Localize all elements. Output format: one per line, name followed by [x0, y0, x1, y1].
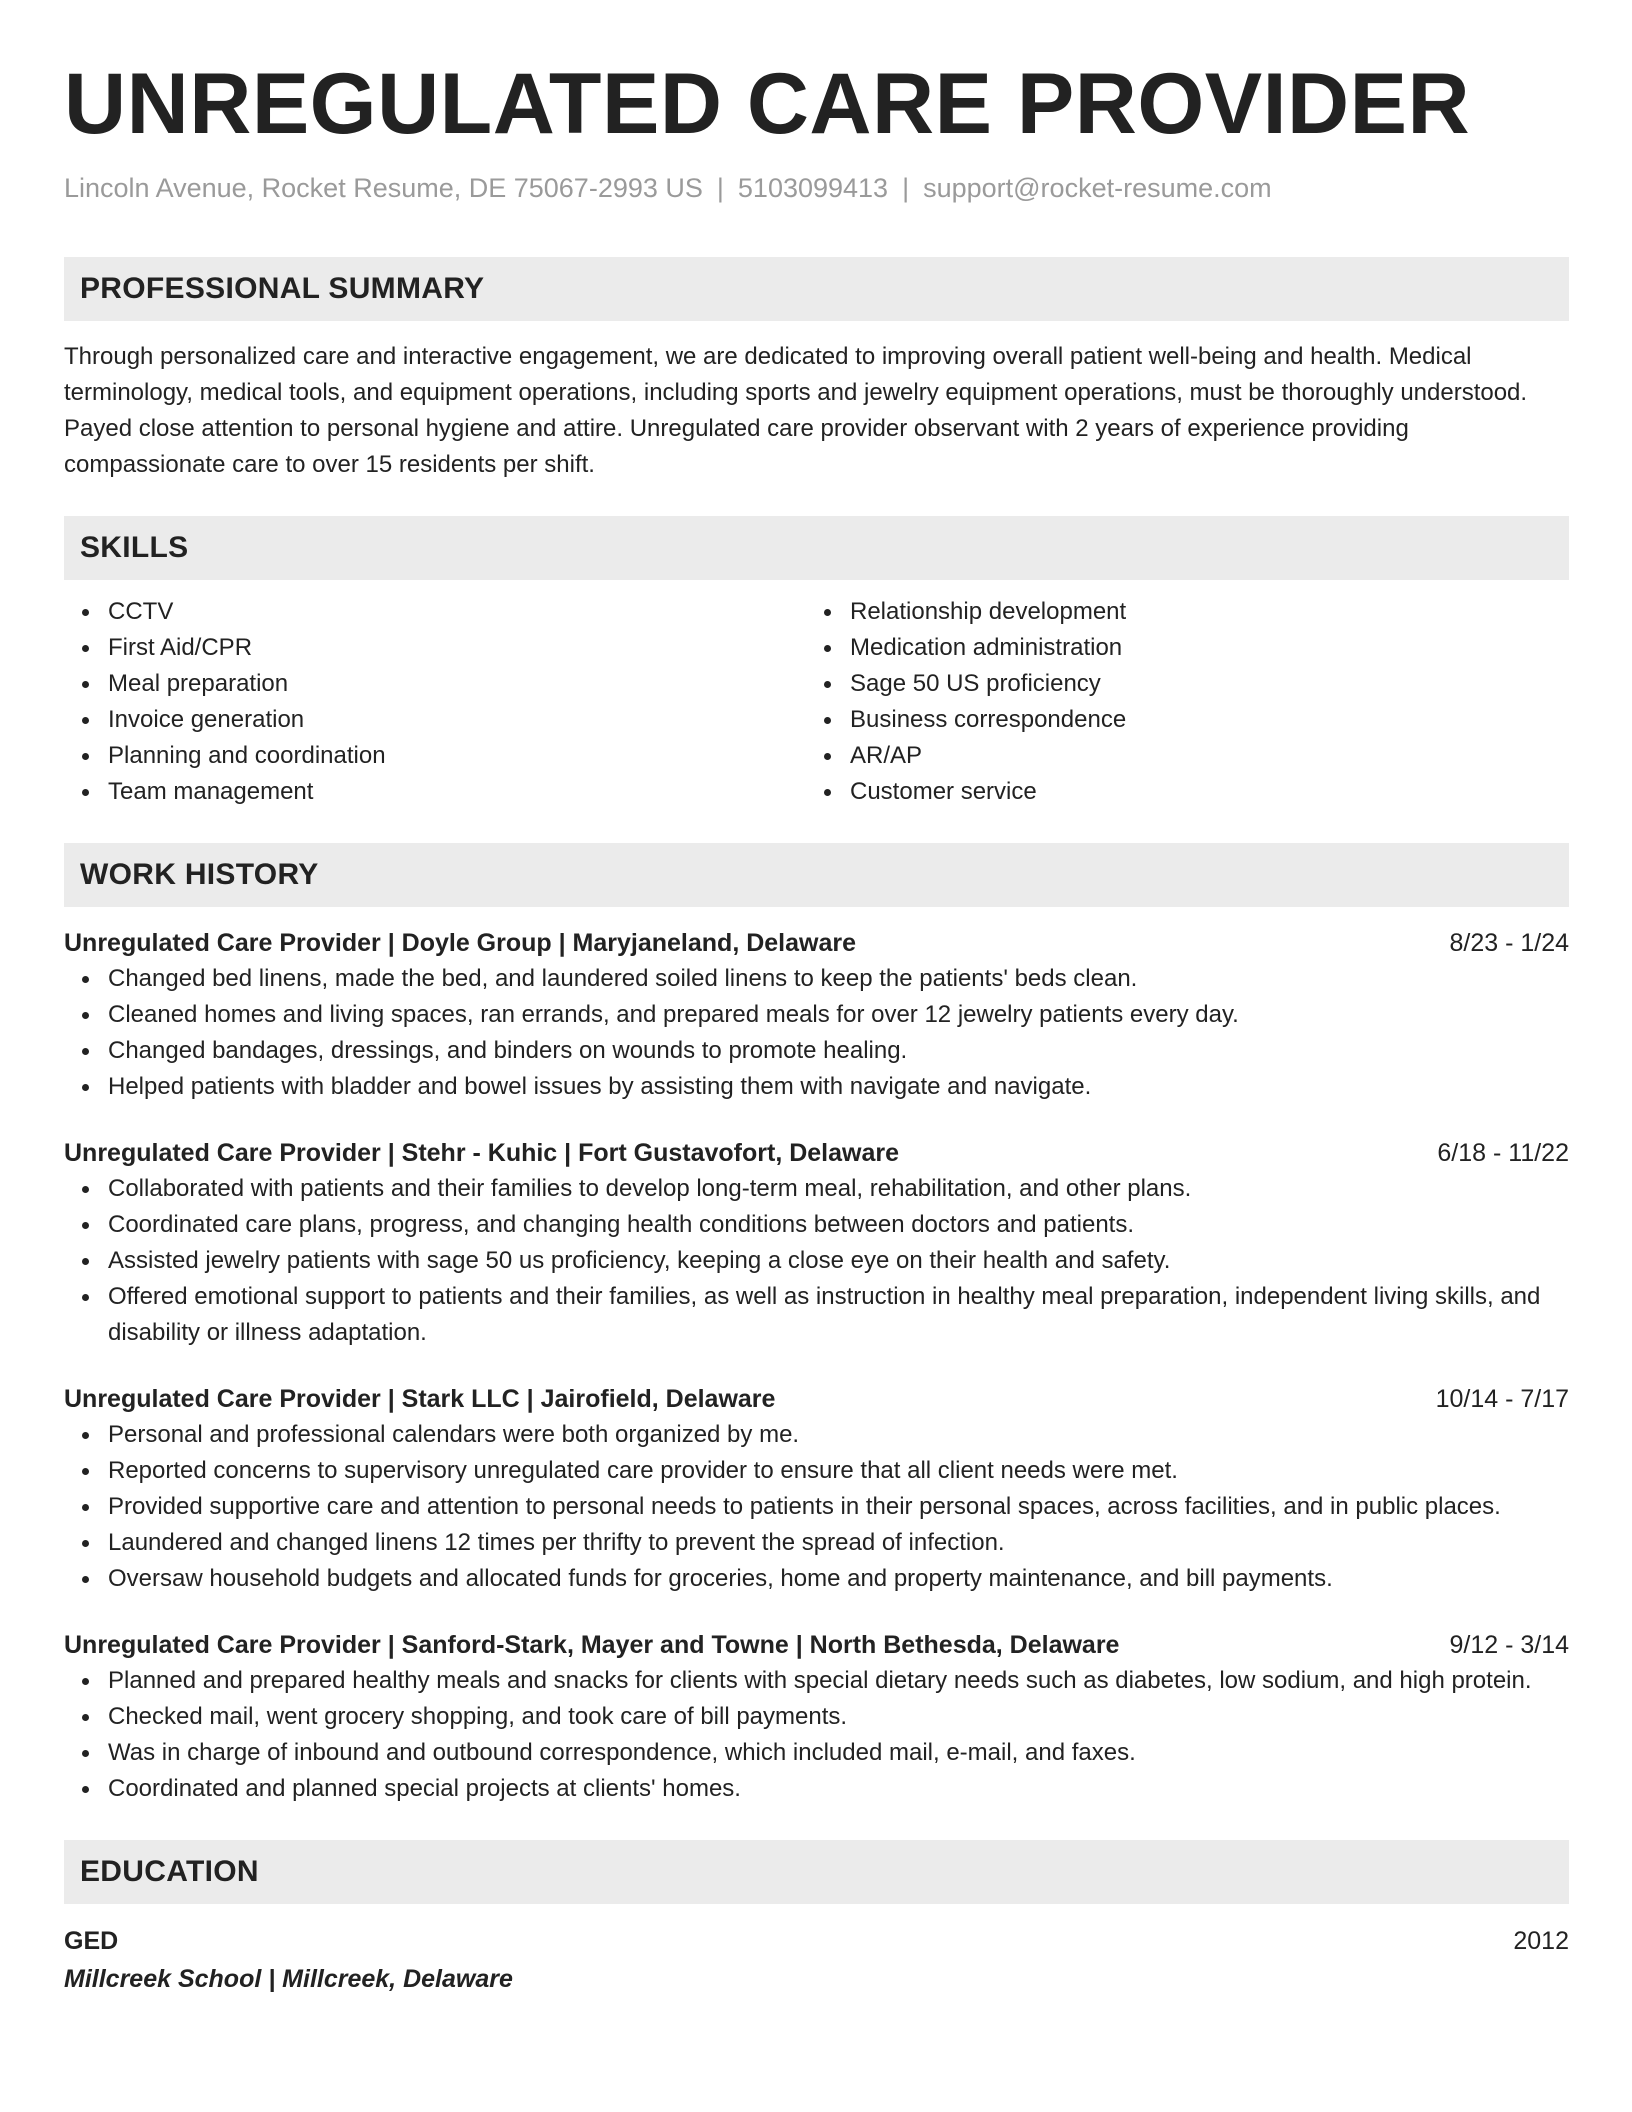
job-dates: 10/14 - 7/17	[1435, 1385, 1569, 1413]
job-bullet: Was in charge of inbound and outbound correspondence, which included mail, e-mail, and faxes.	[108, 1735, 1569, 1771]
skill-item: Invoice generation	[108, 702, 806, 738]
contact-line	[64, 170, 1569, 206]
job-bullet: Cleaned homes and living spaces, ran errands, and prepared meals for over 12 jewelry patients every day.	[108, 997, 1569, 1033]
summary-text: Through personalized care and interactive engagement, we are dedicated to improving overall patient well-being and health. Medical terminology, medical tools, and equipment operations, including sports and jewelry equipment operations, must be thoroughly understood. Payed close attention to personal hygiene and attire. Unregulated care provider observant with 2 years of experience providing compassionate care to over 15 residents per shift.	[64, 343, 1528, 478]
job-bullet: Planned and prepared healthy meals and snacks for clients with special dietary needs such as diabetes, low sodium, and high protein.	[108, 1663, 1569, 1699]
job-bullet: Oversaw household budgets and allocated funds for groceries, home and property maintenance, and bill payments.	[108, 1561, 1569, 1597]
job-title: Unregulated Care Provider | Sanford-Stark, Mayer and Towne | North Bethesda, Delaware	[64, 1631, 1120, 1659]
contact-separator: |	[716, 173, 724, 203]
job-entry	[64, 1135, 1569, 1351]
job-bullet: Coordinated care plans, progress, and changing health conditions between doctors and patients.	[108, 1207, 1569, 1243]
job-bullet: Assisted jewelry patients with sage 50 us proficiency, keeping a close eye on their health and safety.	[108, 1243, 1569, 1279]
job-title: Unregulated Care Provider | Doyle Group | Maryjaneland, Delaware	[64, 929, 857, 957]
job-bullet: Laundered and changed linens 12 times per thrifty to prevent the spread of infection.	[108, 1525, 1569, 1561]
skill-item: Medication administration	[850, 630, 1548, 666]
skill-item: Sage 50 US proficiency	[850, 666, 1548, 702]
skill-item: Team management	[108, 774, 806, 810]
section-heading-work-history: WORK HISTORY	[64, 843, 1569, 907]
job-bullet: Personal and professional calendars were both organized by me.	[108, 1417, 1569, 1453]
skill-item: First Aid/CPR	[108, 630, 806, 666]
contact-separator: |	[902, 173, 910, 203]
job-entry	[64, 1627, 1569, 1807]
job-header	[64, 925, 1569, 961]
job-bullet: Offered emotional support to patients and their families, as well as instruction in healthy meal preparation, independent living skills, and disability or illness adaptation.	[108, 1279, 1569, 1351]
skill-item: CCTV	[108, 594, 806, 630]
education-school: Millcreek School | Millcreek, Delaware	[64, 1965, 513, 1993]
contact-address: Lincoln Avenue, Rocket Resume, DE 75067-2993 US	[64, 173, 703, 203]
section-heading-education: EDUCATION	[64, 1840, 1569, 1904]
skills-column-left	[64, 594, 806, 810]
job-entry	[64, 925, 1569, 1105]
skills-column-right	[806, 594, 1548, 810]
skill-item: Planning and coordination	[108, 738, 806, 774]
section-heading-summary: PROFESSIONAL SUMMARY	[64, 257, 1569, 321]
job-header	[64, 1135, 1569, 1171]
job-bullet: Collaborated with patients and their families to develop long-term meal, rehabilitation, and other plans.	[108, 1171, 1569, 1207]
job-dates: 6/18 - 11/22	[1437, 1139, 1569, 1167]
skill-item: Business correspondence	[850, 702, 1548, 738]
education-entry	[64, 1922, 1569, 1998]
candidate-name: UNREGULATED CARE PROVIDER	[64, 56, 1471, 152]
section-heading-skills: SKILLS	[64, 516, 1569, 580]
job-entry	[64, 1381, 1569, 1597]
contact-email: support@rocket-resume.com	[923, 173, 1272, 203]
job-dates: 8/23 - 1/24	[1449, 929, 1569, 957]
skill-item: Customer service	[850, 774, 1548, 810]
job-bullet: Checked mail, went grocery shopping, and took care of bill payments.	[108, 1699, 1569, 1735]
skill-item: Meal preparation	[108, 666, 806, 702]
job-bullets	[64, 961, 1569, 1105]
job-dates: 9/12 - 3/14	[1449, 1631, 1569, 1659]
job-bullets	[64, 1171, 1569, 1351]
education-header	[64, 1922, 1569, 1960]
job-title: Unregulated Care Provider | Stehr - Kuhic | Fort Gustavofort, Delaware	[64, 1139, 899, 1167]
skills-grid	[64, 594, 1569, 810]
job-bullets	[64, 1663, 1569, 1807]
job-header	[64, 1627, 1569, 1663]
job-bullet: Coordinated and planned special projects at clients' homes.	[108, 1771, 1569, 1807]
job-header	[64, 1381, 1569, 1417]
job-title: Unregulated Care Provider | Stark LLC | Jairofield, Delaware	[64, 1385, 776, 1413]
job-bullets	[64, 1417, 1569, 1597]
job-bullet: Provided supportive care and attention to personal needs to patients in their personal spaces, across facilities, and in public places.	[108, 1489, 1569, 1525]
education-degree: GED	[64, 1927, 119, 1955]
education-year: 2012	[1513, 1927, 1569, 1955]
skill-item: Relationship development	[850, 594, 1548, 630]
job-bullet: Changed bed linens, made the bed, and laundered soiled linens to keep the patients' beds clean.	[108, 961, 1569, 997]
job-bullet: Helped patients with bladder and bowel issues by assisting them with navigate and navigate.	[108, 1069, 1569, 1105]
job-bullet: Changed bandages, dressings, and binders on wounds to promote healing.	[108, 1033, 1569, 1069]
job-bullet: Reported concerns to supervisory unregulated care provider to ensure that all client needs were met.	[108, 1453, 1569, 1489]
skill-item: AR/AP	[850, 738, 1548, 774]
contact-phone: 5103099413	[737, 173, 889, 203]
